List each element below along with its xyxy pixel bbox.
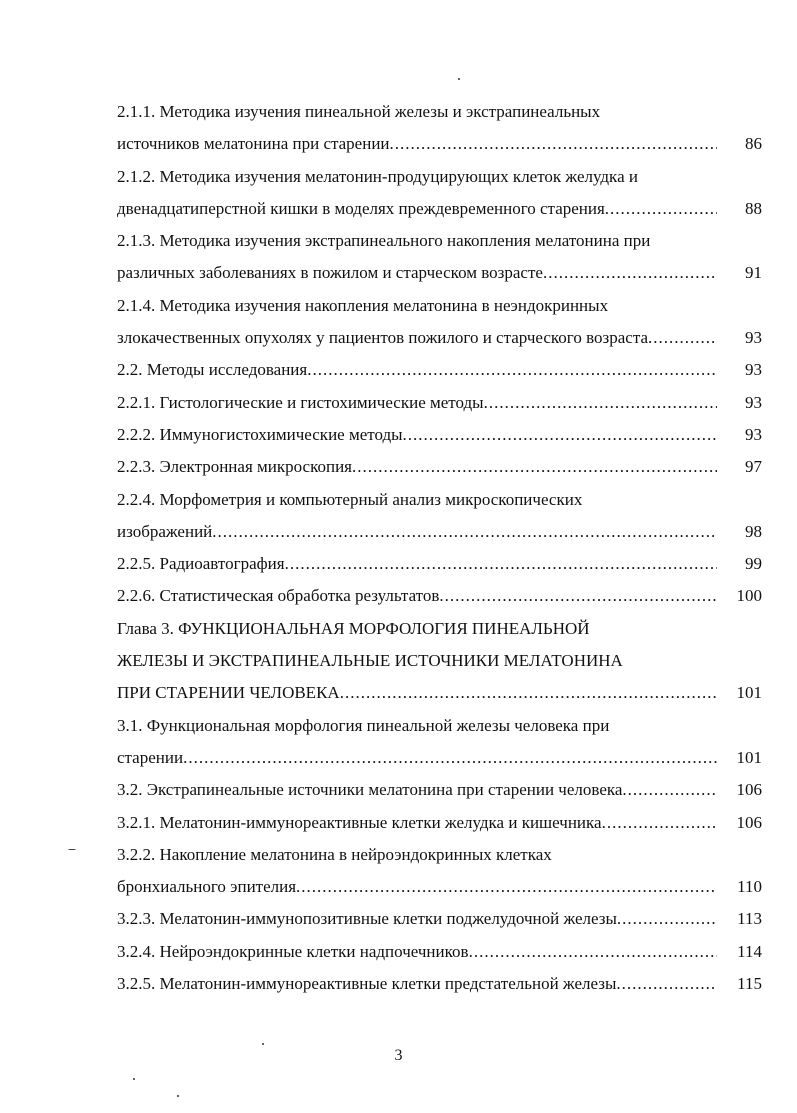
toc-entry-text: ЖЕЛЕЗЫ И ЭКСТРАПИНЕАЛЬНЫЕ ИСТОЧНИКИ МЕЛАТОНИНА [117,651,623,671]
toc-page-number: 93 [722,387,762,419]
toc-line [117,903,762,935]
toc-entry-text: двенадцатиперстной кишки в моделях преждевременного старения ..... [117,193,717,225]
toc-entry-text: 2.1.1. Методика изучения пинеальной железы и экстрапинеальных [117,102,601,121]
toc-page-number: 97 [722,451,762,483]
toc-line [117,322,762,354]
toc-line [117,807,762,839]
toc-page-number: 93 [722,322,762,354]
toc-line [117,96,762,128]
toc-line [117,645,762,677]
toc-line [117,548,762,580]
toc-entry-text: источников мелатонина при старении ..... [117,128,717,160]
toc-page-number: 88 [722,193,762,225]
toc-entry-text: изображений ..... [117,516,717,548]
toc-page-number: 86 [722,128,762,160]
toc-line [117,128,762,160]
table-of-contents [117,96,762,1000]
toc-entry-text: различных заболеваниях в пожилом и старческом возрасте ..... [117,257,717,289]
scan-speck [262,1043,264,1045]
toc-entry-text: 2.1.2. Методика изучения мелатонин-продуцирующих клеток желудка и [117,166,638,186]
toc-entry-text: 3.2. Экстрапинеальные источники мелатонина при старении человека ..... [117,774,717,806]
toc-entry-text: 2.2.4. Морфометрия и компьютерный анализ микроскопических [117,489,583,509]
toc-entry-text: 2.2.6. Статистическая обработка результатов ..... [117,580,717,612]
toc-entry-text: 3.2.5. Мелатонин-иммунореактивные клетки предстательной железы ..... [117,968,717,1000]
toc-line [117,225,762,257]
page-number: 3 [394,1047,403,1064]
toc-page-number: 110 [722,871,762,903]
toc-line [117,484,762,516]
toc-line [117,839,762,871]
scan-speck [458,78,460,80]
toc-line [117,257,762,289]
toc-line [117,774,762,806]
toc-entry-text: ПРИ СТАРЕНИИ ЧЕЛОВЕКА ..... [117,677,717,709]
toc-line [117,290,762,322]
scan-speck [68,849,76,850]
toc-line [117,451,762,483]
toc-line [117,419,762,451]
toc-page-number: 93 [722,419,762,451]
toc-entry-text: Глава 3. ФУНКЦИОНАЛЬНАЯ МОРФОЛОГИЯ ПИНЕАЛЬНОЙ [117,618,590,638]
toc-line [117,936,762,968]
toc-entry-text: 3.2.1. Мелатонин-иммунореактивные клетки желудка и кишечника ..... [117,807,717,839]
toc-page-number: 98 [722,516,762,548]
toc-page-number: 100 [722,580,762,612]
toc-page-number: 99 [722,548,762,580]
toc-entry-text: 2.2.3. Электронная микроскопия ..... [117,451,717,483]
toc-page-number: 101 [722,677,762,709]
toc-page-number: 91 [722,257,762,289]
toc-line [117,968,762,1000]
toc-entry-text: 2.2. Методы исследования ..... [117,354,717,386]
toc-page-number: 106 [722,807,762,839]
scan-speck [133,1078,135,1080]
toc-entry-text: 2.2.5. Радиоавтография ..... [117,548,717,580]
toc-line [117,871,762,903]
toc-entry-text: 3.2.2. Накопление мелатонина в нейроэндокринных клетках [117,844,552,864]
toc-page-number: 115 [722,968,762,1000]
toc-line [117,193,762,225]
toc-page-number: 93 [722,354,762,386]
toc-entry-text: 3.2.3. Мелатонин-иммунопозитивные клетки поджелудочной железы ..... [117,903,717,935]
toc-entry-text: бронхиального эпителия ..... [117,871,717,903]
toc-page-number: 106 [722,774,762,806]
toc-entry-text: 2.2.1. Гистологические и гистохимические методы ..... [117,387,717,419]
toc-line [117,516,762,548]
toc-page-number: 114 [722,936,762,968]
toc-entry-text: старении ..... [117,742,717,774]
toc-line [117,710,762,742]
toc-page-number: 101 [722,742,762,774]
toc-entry-text: злокачественных опухолях у пациентов пожилого и старческого возраста ..... [117,322,717,354]
toc-line [117,387,762,419]
toc-line [117,580,762,612]
toc-line [117,613,762,645]
toc-entry-text: 2.2.2. Иммуногистохимические методы ..... [117,419,717,451]
toc-entry-text: 3.2.4. Нейроэндокринные клетки надпочечников ..... [117,936,717,968]
toc-entry-text: 3.1. Функциональная морфология пинеальной железы человека при [117,715,610,735]
scan-speck [177,1095,179,1097]
toc-line [117,161,762,193]
toc-entry-text: 2.1.4. Методика изучения накопления мелатонина в неэндокринных [117,295,609,315]
toc-entry-text: 2.1.3. Методика изучения экстрапинеального накопления мелатонина при [117,231,651,251]
toc-line [117,742,762,774]
toc-line [117,677,762,709]
toc-page-number: 113 [722,903,762,935]
toc-line [117,354,762,386]
